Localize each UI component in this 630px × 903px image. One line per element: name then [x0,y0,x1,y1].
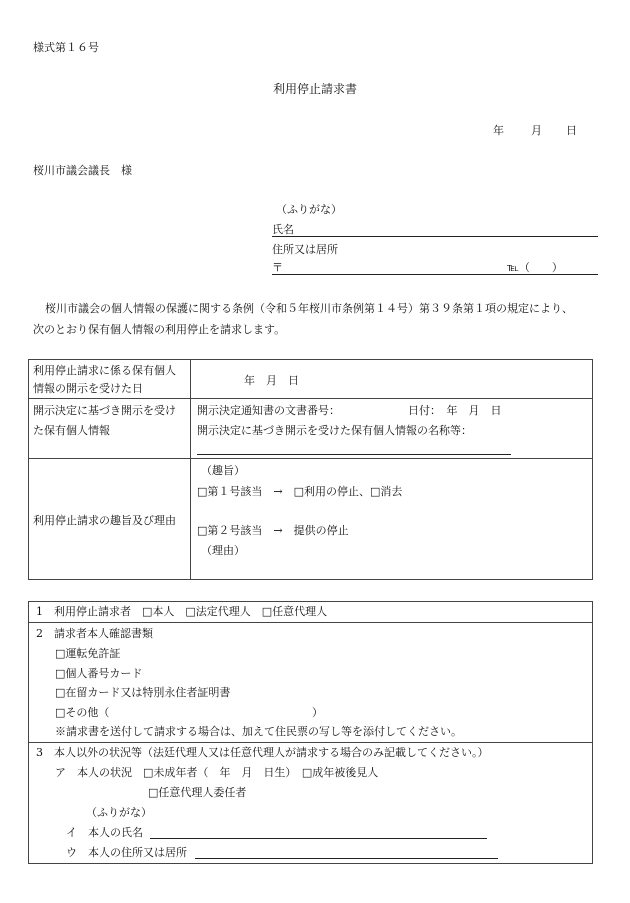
reason-heading: （理由） [201,544,245,557]
purpose-option-1[interactable]: □第１号該当 → □利用の停止、□消去 [197,485,403,498]
applicant-name-label: 氏名 [272,223,294,236]
disclosed-info-name-line[interactable] [197,454,511,455]
id-other-close: ） [312,706,323,719]
intro-line-1: 桜川市議会の個人情報の保護に関する条例（令和５年桜川市条例第１４号）第３９条第１項の規定により、 [45,302,573,315]
proxy-status-title: 3 本人以外の状況等（法廷代理人又は任意代理人が請求する場合のみ記載してください。） [36,746,489,759]
principal-furigana: （ふりがな） [86,806,152,819]
principal-status-proxy[interactable]: □任意代理人委任者 [148,786,247,799]
addressee: 桜川市議会議長 様 [33,164,132,177]
tel-label: ℡（ ） [507,261,563,274]
date-year: 年 [493,124,504,137]
purpose-option-2[interactable]: □第２号該当 → 提供の停止 [197,524,349,537]
id-residence-card[interactable]: □在留カード又は特別永住者証明書 [55,686,231,699]
id-other[interactable]: □その他（ [55,706,110,719]
id-mynumber-card[interactable]: □個人番号カード [55,667,143,680]
disclosure-date-label-1: 利用停止請求に係る保有個人 [33,364,176,377]
principal-status[interactable]: ア 本人の状況 □未成年者（ 年 月 日生） □成年被後見人 [55,766,379,779]
applicant-address-label: 住所又は居所 [272,243,338,256]
requester-type-row[interactable]: 1 利用停止請求者 □本人 □法定代理人 □任意代理人 [36,605,328,618]
purpose-heading: （趣旨） [201,464,245,477]
disclosed-info-label-2: た保有個人情報 [33,424,110,437]
intro-line-2: 次のとおり保有個人情報の利用停止を請求します。 [33,323,286,336]
disclosed-info-label-1: 開示決定に基づき開示を受け [33,404,176,417]
postal-mark: 〒 [272,261,283,274]
principal-name-label: イ 本人の氏名 [66,826,143,839]
page-title: 利用停止請求書 [273,82,358,96]
purpose-reason-label: 利用停止請求の趣旨及び理由 [33,514,176,527]
notice-doc-number[interactable]: 開示決定通知書の文書番号： [197,404,340,417]
applicant-name-line[interactable] [272,236,598,237]
principal-address-label: ウ 本人の住所又は居所 [66,846,187,859]
disclosure-date-label-2: 情報の開示を受けた日 [33,382,143,395]
date-day: 日 [566,124,577,137]
id-note: ※請求書を送付して請求する場合は、加えて住民票の写し等を添付してください。 [55,725,462,738]
notice-date[interactable]: 日付： 年 月 日 [408,404,502,417]
disclosure-date-value[interactable]: 年 月 日 [244,374,299,387]
disclosed-info-name: 開示決定に基づき開示を受けた保有個人情報の名称等： [197,424,472,437]
id-drivers-license[interactable]: □運転免許証 [55,647,121,660]
principal-name-line[interactable] [150,838,487,839]
applicant-furigana: （ふりがな） [276,203,342,216]
principal-address-line[interactable] [195,858,498,859]
id-documents-title: 2 請求者本人確認書類 [36,627,153,640]
date-month: 月 [531,124,542,137]
applicant-address-line[interactable] [272,274,598,275]
form-number: 様式第１６号 [33,41,99,54]
